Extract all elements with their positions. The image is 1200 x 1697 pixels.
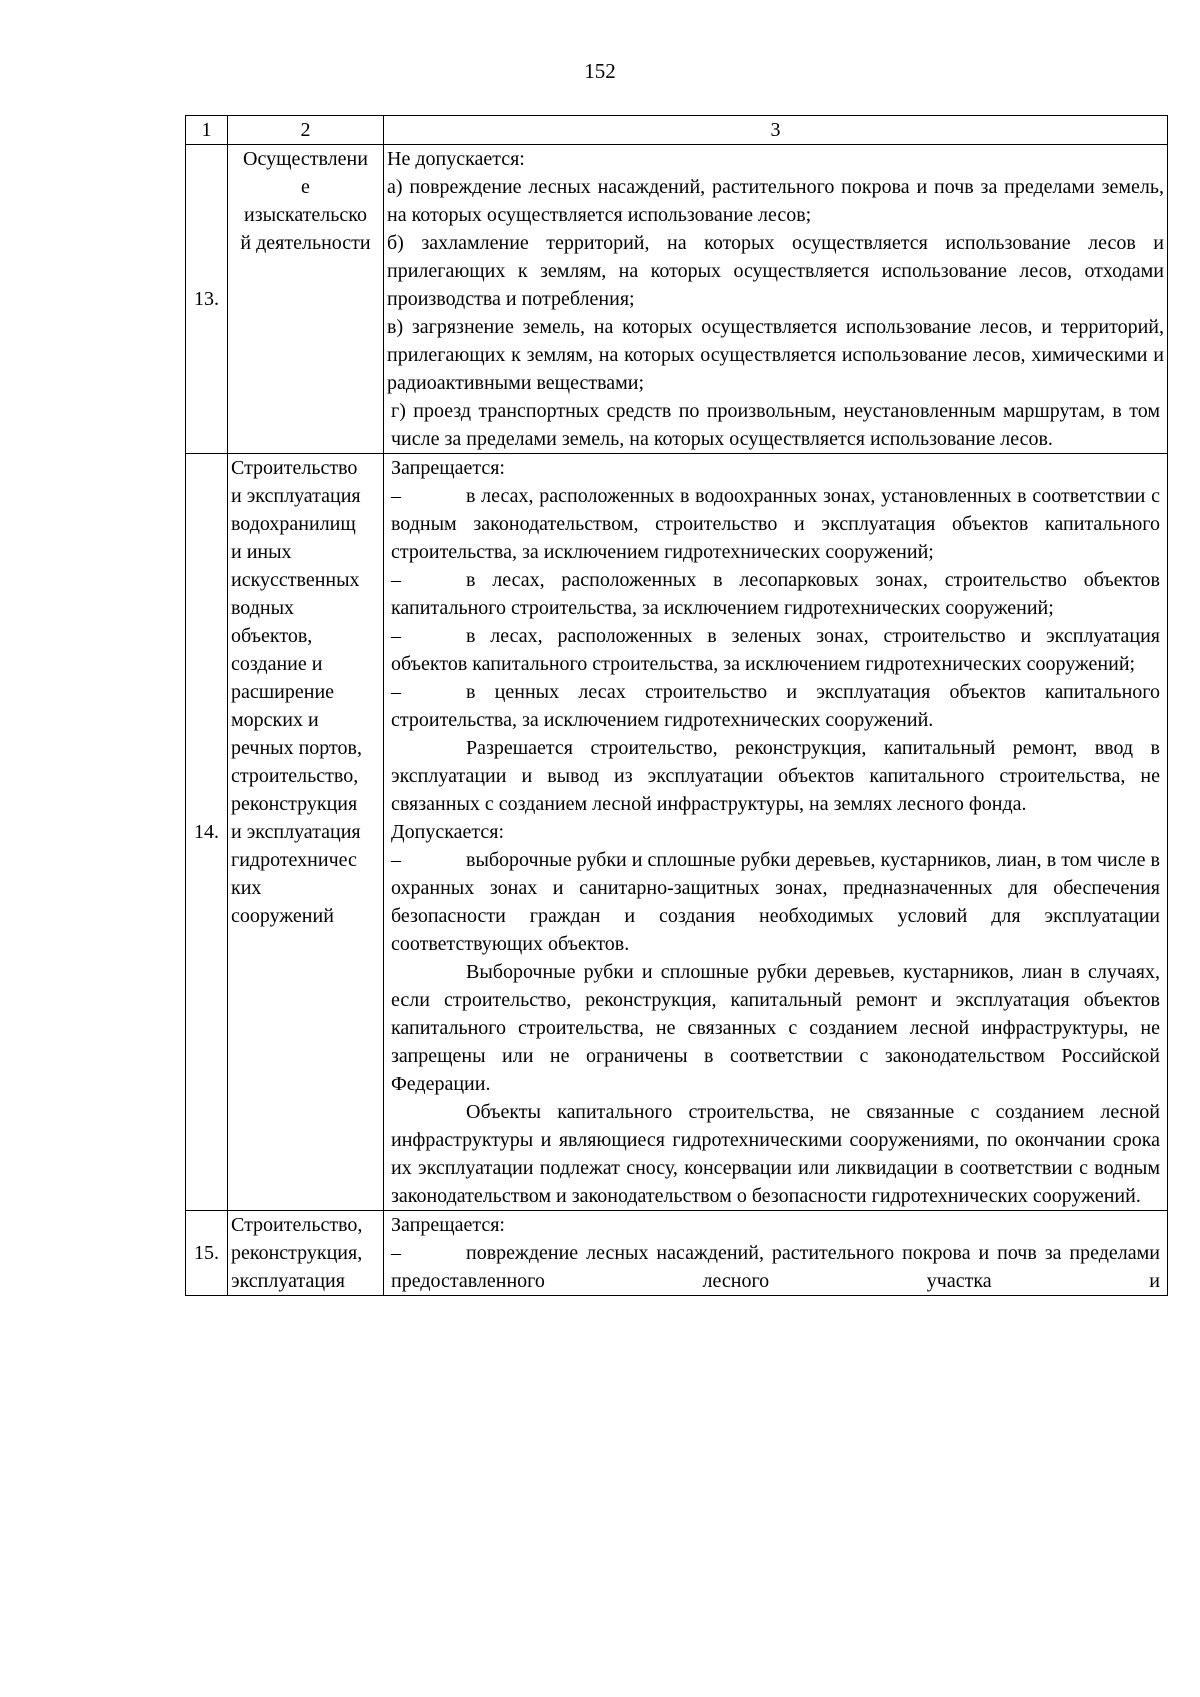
- row-number: 14.: [186, 454, 228, 1211]
- activity-name-line: изыскательско: [244, 204, 367, 226]
- activity-name-line: е: [301, 176, 310, 198]
- activity-name-line: реконструкция,: [231, 1242, 363, 1264]
- dash-marker: –: [391, 569, 401, 591]
- requirement-heading: Запрещается:: [391, 457, 505, 479]
- requirement-item: – в лесах, расположенных в зеленых зонах, строительство и эксплуатация объектов капитального строительства, за исключением гидротехнических сооружений;: [387, 622, 1164, 678]
- column-header-3: 3: [384, 116, 1168, 145]
- requirements-cell: [384, 1211, 1168, 1296]
- activity-name-line: водохранилищ: [231, 513, 356, 535]
- dash-marker: –: [391, 1242, 401, 1264]
- activity-name-line: объектов,: [231, 625, 313, 647]
- row-number: 13.: [186, 145, 228, 454]
- activity-name-line: речных портов,: [231, 737, 362, 759]
- requirement-heading: Допускается:: [391, 821, 505, 843]
- activity-name-line: создание и: [231, 653, 323, 675]
- dash-marker: –: [391, 485, 401, 507]
- activity-name-line: водных: [231, 597, 295, 619]
- dash-marker: –: [391, 849, 401, 871]
- requirement-paragraph: Объекты капитального строительства, не связанные с созданием лесной инфраструктуры и являющиеся гидротехническими сооружениями, по окончании срока их эксплуатации подлежат сносу, консервации или ликвидации в соответствии с водным законодательством и законодательством о безопасности гидротехнических сооружений.: [391, 1101, 1160, 1207]
- requirement-item: в) загрязнение земель, на которых осуществляется использование лесов, и территорий, прилегающих к землям, на которых осуществляется использование лесов, химическими и радиоактивными веществами;: [387, 316, 1164, 394]
- activity-name-line: морских и: [231, 709, 319, 731]
- requirement-item: – выборочные рубки и сплошные рубки деревьев, кустарников, лиан, в том числе в охранных зонах и санитарно-защитных зонах, предназначенных для обеспечения безопасности граждан и создания необходимых условий для эксплуатации соответствующих объектов.: [387, 846, 1164, 958]
- regulation-table: [185, 115, 1168, 1296]
- activity-name-line: Осуществлени: [243, 148, 368, 170]
- dash-marker: –: [391, 681, 401, 703]
- table-row-15: [186, 1211, 1168, 1296]
- activity-name-line: эксплуатация: [231, 1270, 345, 1292]
- dash-marker: –: [391, 625, 401, 647]
- table-header-row: [186, 116, 1168, 145]
- activity-name-line: искусственных: [231, 569, 360, 591]
- requirements-cell: [384, 145, 1168, 454]
- activity-name-line: и эксплуатация: [231, 821, 361, 843]
- activity-name-line: и эксплуатация: [231, 485, 361, 507]
- activity-name-line: реконструкция: [231, 793, 358, 815]
- requirements-cell: [384, 454, 1168, 1211]
- activity-name-line: строительство,: [231, 765, 359, 787]
- activity-name-line: расширение: [231, 681, 335, 703]
- requirement-item: – в лесах, расположенных в лесопарковых зонах, строительство объектов капитального строительства, за исключением гидротехнических сооружений;: [387, 566, 1164, 622]
- requirement-heading: Не допускается:: [387, 148, 525, 170]
- requirement-paragraph: Разрешается строительство, реконструкция, капитальный ремонт, ввод в эксплуатации и вывод из эксплуатации объектов капитального строительства, не связанных с созданием лесной инфраструктуры, на землях лесного фонда.: [391, 737, 1160, 815]
- row-number: 15.: [186, 1211, 228, 1296]
- requirement-item: – в ценных лесах строительство и эксплуатация объектов капитального строительства, за исключением гидротехнических сооружений.: [387, 678, 1164, 734]
- requirement-item: г) проезд транспортных средств по произвольным, неустановленным маршрутам, в том числе за пределами земель, на которых осуществляется использование лесов.: [391, 400, 1160, 450]
- activity-name-line: Строительство,: [231, 1214, 363, 1236]
- column-header-2: 2: [228, 116, 384, 145]
- requirement-heading: Запрещается:: [391, 1214, 505, 1236]
- column-header-1: 1: [186, 116, 228, 145]
- table-row-13: [186, 145, 1168, 454]
- activity-name-line: й деятельности: [240, 232, 371, 254]
- requirement-paragraph: Выборочные рубки и сплошные рубки деревьев, кустарников, лиан в случаях, если строительство, реконструкция, капитальный ремонт и эксплуатация объектов капитального строительства, не связанных с созданием лесной инфраструктуры, не запрещены или не ограничены в соответствии с законодательством Российской Федерации.: [391, 961, 1160, 1095]
- page-number: 152: [584, 59, 616, 83]
- activity-name-line: сооружений: [231, 905, 334, 927]
- activity-name-line: Строительство: [231, 457, 358, 479]
- activity-name-line: и иных: [231, 541, 292, 563]
- table-row-14: [186, 454, 1168, 1211]
- activity-name: [228, 454, 384, 1211]
- activity-name-line: гидротехничес: [231, 849, 357, 871]
- activity-name: [228, 1211, 384, 1296]
- requirement-item: – в лесах, расположенных в водоохранных зонах, установленных в соответствии с водным законодательством, строительство и эксплуатация объектов капитального строительства, за исключением гидротехнических сооружений;: [387, 482, 1164, 566]
- activity-name: [228, 145, 384, 454]
- activity-name-line: ких: [231, 877, 262, 899]
- requirement-item: а) повреждение лесных насаждений, растительного покрова и почв за пределами земель, на которых осуществляется использование лесов;: [387, 176, 1164, 226]
- requirement-item: б) захламление территорий, на которых осуществляется использование лесов и прилегающих к землям, на которых осуществляется использование лесов, отходами производства и потребления;: [387, 232, 1164, 310]
- requirement-item: – повреждение лесных насаждений, растительного покрова и почв за пределами предоставленного лесного участка и: [387, 1239, 1164, 1295]
